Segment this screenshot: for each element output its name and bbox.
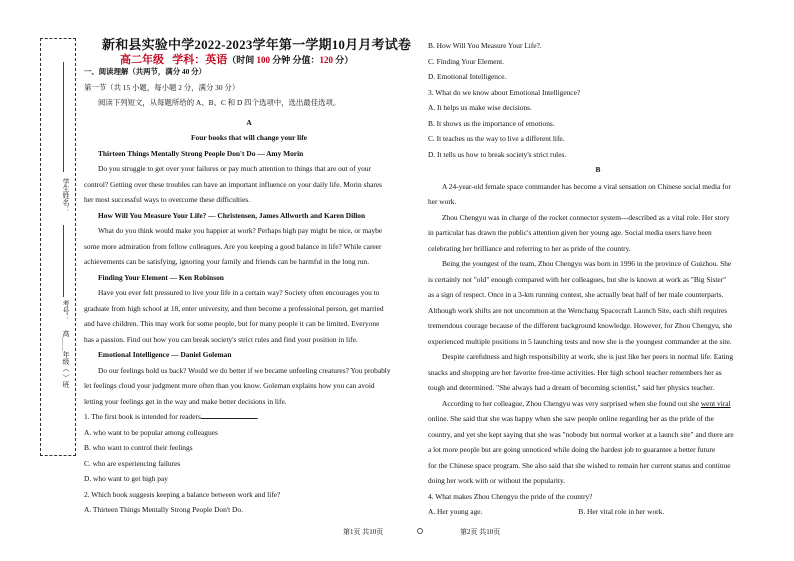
class-label: 高＿＿年级（ ）班	[62, 330, 70, 388]
book2-line: some more admiration from fellow colleagues. Are you keeping a good balance in life? While career	[84, 241, 382, 251]
name-line	[63, 62, 64, 172]
underlined-phrase: went viral	[700, 398, 731, 408]
para3-line: as a sign of respect. Once in a 3-km running contest, she actually beat half of her male counterparts.	[428, 290, 724, 299]
section-title: 一、阅读理解（共两节，满分 40 分）	[84, 67, 206, 76]
para4-line: Despite carefulness and high responsibility at work, she is just like her peers in normal life. Eating	[442, 352, 734, 361]
para4-line: tough and determined. "She always had a dream of becoming scientist," said her physics teacher.	[428, 383, 715, 392]
q4-options: A. Her young age. B. Her vital role in her work.	[428, 507, 665, 516]
para2-line: Zhou Chengyu was in charge of the rocket connector system---described as a vital role. Her story	[442, 212, 730, 222]
book3-line: and have children. This may work for some people, but for many people it can be limited. Everyone	[84, 319, 380, 328]
book3-title: Finding Your Element — Ken Robinson	[98, 272, 224, 282]
student-name-label: 学生姓名：	[62, 178, 70, 213]
para5-line: a lot more people but are going unnoticed while doing the hardest job to guarantee a better future	[428, 445, 716, 454]
question-3: 3. What do we know about Emotional Intelligence?	[428, 87, 581, 97]
question-1: 1. The first book is intended for readers .	[84, 412, 259, 421]
q2-option: B. How Will You Measure Your Life?.	[428, 41, 542, 50]
book3-line: graduate from high school at 18, enter university, and then become a professional person, get married	[84, 303, 384, 313]
binding-hole-icon	[417, 528, 423, 534]
para5-line: country, and yet she kept saying that she was "nobody but normal worker at a launch site" and there are	[428, 429, 734, 439]
time-value: 100	[256, 55, 271, 65]
q2-option: A. Thirteen Things Mentally Strong People Don't Do.	[84, 505, 243, 514]
para3-line: is certainly not "old" enough compared with her colleagues, but she is known at work as "Big Sister"	[428, 274, 727, 284]
instruction: 阅读下列短文，从每题所给的 A、B、C 和 D 四个选项中，选出最佳选项。	[98, 98, 341, 107]
question-4: 4. What makes Zhou Chengyu the pride of the country?	[428, 491, 593, 501]
q3-option: D. It tells us how to break society's strict rules.	[428, 149, 567, 159]
question-2: 2. Which book suggests keeping a balance between work and life?	[84, 489, 281, 499]
exam-title: 新和县实验中学2022-2023学年第一学期10月月考试卷	[102, 37, 412, 52]
book4-title: Emotional Intelligence — Daniel Goleman	[98, 350, 232, 359]
para3-line: tremendous courage because of the different background knowledge. However, for Zhou Chengyu, she	[428, 321, 733, 330]
book4-line: let feelings cloud your judgment more often than you know. Goleman explains how you can avoid	[84, 381, 375, 390]
q1-option: D. who want to get high pay	[84, 474, 168, 483]
para3-line: Although work shifts are not uncommon at the Wenchang Spacecraft Launch Site, each shift requires	[428, 305, 728, 315]
part-one-heading: 第一节（共 15 小题，每小题 2 分，满分 30 分）	[84, 82, 240, 92]
exam-subtitle: 高二年级 学科：英语（时间 100 分钟 分值：120 分）	[120, 54, 354, 66]
para1-line: A 24-year-old female space commander has become a viral sensation on Chinese social media for	[442, 181, 731, 191]
q2-option: C. Finding Your Element.	[428, 56, 504, 66]
page-number-right: 第2页 共10页	[460, 528, 501, 536]
subject-label: 学科：英语	[172, 54, 228, 66]
passage-a-label: A	[246, 117, 252, 127]
para2-line: celebrating her brilliance and referring to her as pride of the country.	[428, 243, 631, 253]
para3-line: experienced multiple positions in 5 launching tests and now she is the youngest commander at the site.	[428, 336, 732, 346]
passage-b-label: B	[595, 165, 601, 174]
q1-option: B. who want to control their feelings	[84, 443, 193, 452]
page-number-left: 第1页 共10页	[343, 528, 384, 536]
right-column	[428, 38, 768, 520]
passage-a-title: Four books that will change your life	[191, 133, 307, 142]
q2-option: D. Emotional Intelligence.	[428, 72, 507, 81]
left-column	[84, 64, 414, 518]
para4-line: snacks and shopping are her favorite free-time activities. Her high school teacher remembers her as	[428, 367, 722, 377]
q3-option: B. It shows us the importance of emotions.	[428, 118, 555, 128]
para5-line: doing her work with or without the popularity.	[428, 476, 566, 485]
book4-line: Do our feelings hold us back? Would we do better if we became unfeeling creatures? You probably	[98, 365, 391, 375]
book1-line: control? Getting over these troubles can have an important influence on your daily life. Morin shares	[84, 179, 382, 189]
book2-line: What do you think would make you happier at work? Perhaps high pay might be nice, or maybe	[98, 226, 383, 235]
binding-margin	[40, 38, 76, 456]
exam-number-label: 考号：	[62, 300, 70, 321]
book4-line: letting your feelings get in the way and make better decisions in life.	[84, 396, 287, 406]
q1-option: C. who are experiencing failures	[84, 458, 181, 468]
q3-option: C. It teaches us the way to live a different life.	[428, 134, 565, 143]
book1-title: Thirteen Things Mentally Strong People Don't Do — Amy Morin	[98, 148, 304, 158]
answer-blank[interactable]	[201, 410, 257, 419]
book2-title: How Will You Measure Your Life? — Christensen, James Allworth and Karen Dillon	[98, 210, 366, 220]
para5-line: According to her colleague, Zhou Chengyu was very surprised when she found out she went viral	[442, 398, 731, 408]
grade-label: 高二年级	[120, 54, 164, 66]
book3-line: has a passion. Find out how you can break society's strict rules and find your position in life.	[84, 334, 358, 344]
q1-option: A. who want to be popular among colleagues	[84, 427, 218, 437]
para5-line: for the Chinese space program. She also said that she wished to remain her current status and continue	[428, 460, 731, 470]
book1-line: Do you struggle to get over your failures or pay much attention to things that are out of your	[98, 164, 371, 173]
book2-line: achievements can be satisfying, ignoring your family and friends can be harmful in the long run.	[84, 257, 370, 266]
book3-line: Have you ever felt pressured to live your life in a certain way? Society often encourages you to	[98, 288, 380, 297]
score-value: 120	[319, 55, 334, 65]
para1-line: her work.	[428, 197, 457, 206]
book1-line: her most successful ways to overcome these difficulties.	[84, 195, 251, 204]
para2-line: in particular has drawn the public's attention given her young age. Social media users have been	[428, 228, 712, 237]
para5-line: online. She said that she was happy when she saw people online regarding her as the pride of the	[428, 414, 714, 423]
q3-option: A. It helps us make wise decisions.	[428, 103, 532, 112]
exam-number-line	[63, 225, 64, 297]
para3-line: Being the youngest of the team, Zhou Chengyu was born in 1996 in the province of Guizhou. She	[442, 259, 732, 268]
